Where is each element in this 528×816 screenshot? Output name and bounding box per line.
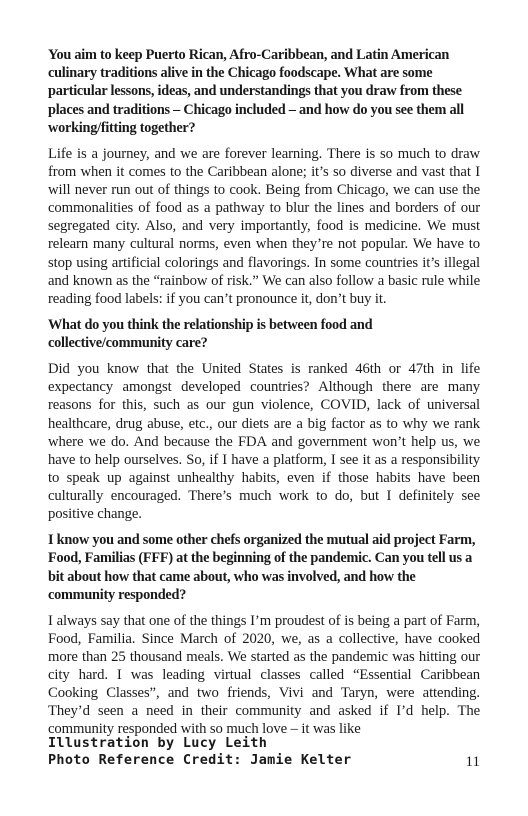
answer-3: I always say that one of the things I’m proudest of is being a part of Farm, Food, Familia. Since March of 2020, we, as a collective, have cooked more than 25 thousand meals. We started as the pandemic was hitting our city hard. I was leading virtual classes called “Essential Caribbean Cooking Classes”, and two friends, Vivi and Taryn, were attending. They’d seen a need in their community and asked if I’d help. The community responded with so much love – it was like xyxy=(48,612,480,738)
image-credits xyxy=(48,735,428,769)
question-1: You aim to keep Puerto Rican, Afro-Caribbean, and Latin American culinary traditions alive in the Chicago foodscape. What are some particular lessons, ideas, and understandings that you draw from these places and traditions – Chicago included – and how do you see them all working/fitting together? xyxy=(48,47,464,136)
illustration-credit: Illustration by Lucy Leith xyxy=(48,735,268,751)
answer-1: Life is a journey, and we are forever learning. There is so much to draw from when it comes to the Caribbean alone; it’s so diverse and vast that I will never run out of things to cook. Being from Chicago, we can use the commonalities of food as a pathway to blur the lines and borders of our segregated city. Also, and very importantly, food is medicine. We must relearn many cultural norms, even when they’re not popular. We have to stop using artificial colorings and flavorings. In some countries it’s illegal and known as the “rainbow of risk.” We can also follow a basic rule while reading food labels: if you can’t pronounce it, don’t buy it. xyxy=(48,146,480,307)
photo-credit: Photo Reference Credit: Jamie Kelter xyxy=(48,752,352,768)
question-3: I know you and some other chefs organized the mutual aid project Farm, Food, Familias (FFF) at the beginning of the pandemic. Can you tell us a bit about how that came about, who was involved, and how the community responded? xyxy=(48,532,476,603)
question-2: What do you think the relationship is between food and collective/community care? xyxy=(48,316,373,352)
answer-2: Did you know that the United States is ranked 46th or 47th in life expectancy amongst developed countries? Although there are many reasons for this, such as our gun violence, COVID, lack of universal healthcare, drug abuse, etc., our diets are a big factor as to why we rank where we do. And because the FDA and government won’t help us, we have to help ourselves. So, if I have a platform, I see it as a responsibility to speak up against unhealthy habits, even if those habits have been culturally encouraged. There’s much work to do, but I definitely see positive change. xyxy=(48,361,480,523)
article-body xyxy=(48,46,480,747)
page-number: 11 xyxy=(465,754,480,770)
